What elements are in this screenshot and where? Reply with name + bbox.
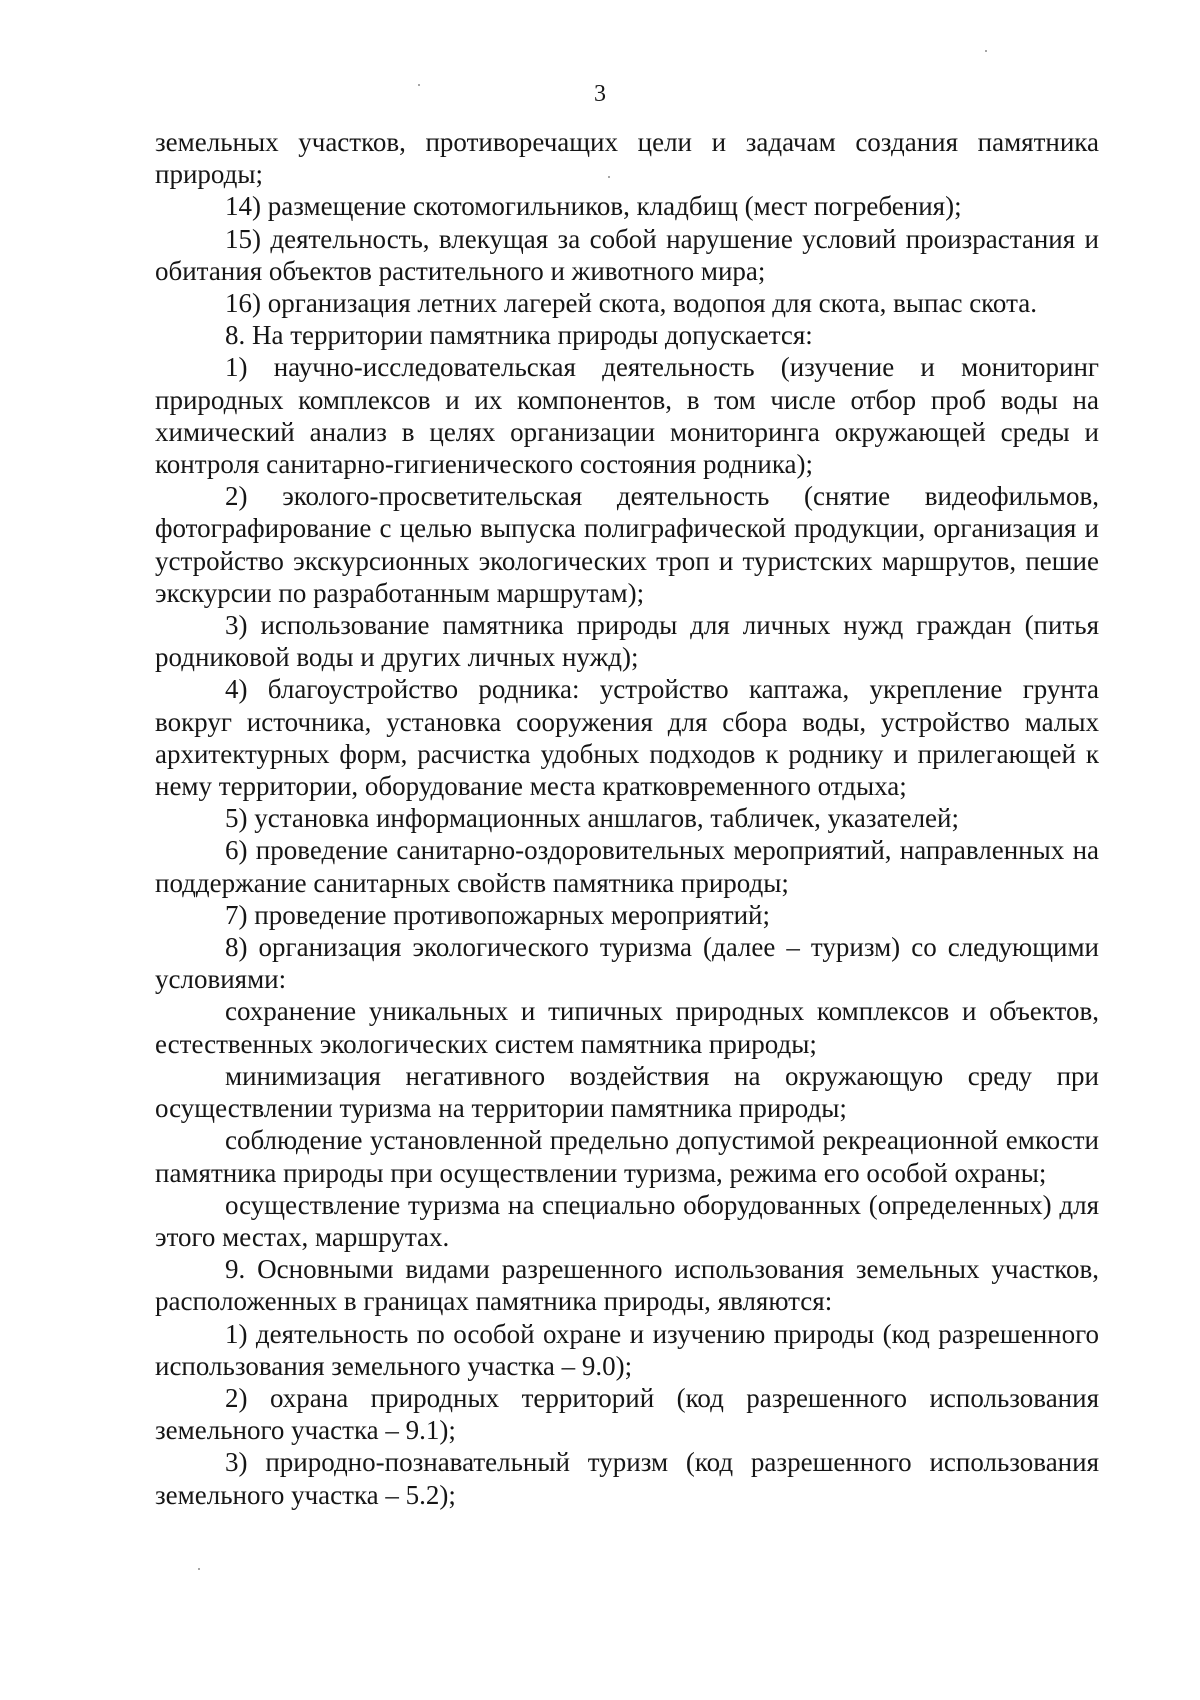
scan-speck — [608, 176, 610, 178]
section-8-item-8: 8) организация экологического туризма (далее – туризм) со следующими условиями: — [155, 932, 1099, 995]
page-number: 3 — [594, 81, 606, 107]
tourism-condition-2: минимизация негативного воздействия на окружающую среду при осуществлении туризма на территории памятника природы; — [155, 1060, 1099, 1124]
tourism-condition-1: сохранение уникальных и типичных природных комплексов и объектов, естественных экологических систем памятника природы; — [155, 996, 1099, 1059]
tourism-condition-3: соблюдение установленной предельно допустимой рекреационной емкости памятника природы при осуществлении туризма, режима его особой охраны; — [155, 1125, 1099, 1188]
section-8-heading: 8. На территории памятника природы допускается: — [225, 320, 813, 351]
section-9-item-2: 2) охрана природных территорий (код разрешенного использования земельного участка – 9.1); — [155, 1382, 1099, 1446]
section-8-item-1: 1) научно-исследовательская деятельность (изучение и мониторинг природных комплексов и их компонентов, в том числе отбор проб воды на химический анализ в целях организации мониторинга окружающей среды и контроля санитарно-гигиенического состояния родника); — [155, 352, 1099, 480]
list-item-15: 15) деятельность, влекущая за собой нарушение условий произрастания и обитания объектов растительного и животного мира; — [155, 223, 1099, 286]
section-8-item-2: 2) эколого-просветительская деятельность (снятие видеофильмов, фотографирование с целью выпуска полиграфической продукции, организация и устройство экскурсионных экологических троп и туристских маршрутов, пешие экскурсии по разработанным маршрутам); — [155, 481, 1099, 608]
tourism-condition-4: осуществление туризма на специально оборудованных (определенных) для этого местах, маршрутах. — [155, 1189, 1099, 1252]
list-item-14: 14) размещение скотомогильников, кладбищ (мест погребения); — [225, 191, 962, 222]
section-9-item-1: 1) деятельность по особой охране и изучению природы (код разрешенного использования земельного участка – 9.0); — [155, 1318, 1099, 1381]
section-8-item-3: 3) использование памятника природы для личных нужд граждан (питья родниковой воды и других личных нужд); — [155, 610, 1099, 673]
section-9-item-3: 3) природно-познавательный туризм (код разрешенного использования земельного участка – 5.2); — [155, 1447, 1099, 1510]
section-8-item-6: 6) проведение санитарно-оздоровительных мероприятий, направленных на поддержание санитарных свойств памятника природы; — [155, 835, 1099, 898]
section-9-heading: 9. Основными видами разрешенного использования земельных участков, расположенных в границах памятника природы, являются: — [155, 1254, 1099, 1317]
paragraph-continuation: земельных участков, противоречащих цели и задачам создания памятника природы; — [155, 127, 1099, 190]
document-body — [155, 126, 1099, 1511]
section-8-item-7: 7) проведение противопожарных мероприятий; — [225, 899, 771, 930]
section-8-item-5: 5) установка информационных аншлагов, табличек, указателей; — [225, 803, 959, 834]
scan-speck — [985, 50, 987, 52]
scan-speck — [198, 1568, 200, 1570]
scan-speck — [418, 84, 420, 86]
section-8-item-4: 4) благоустройство родника: устройство каптажа, укрепление грунта вокруг источника, установка сооружения для сбора воды, устройство малых архитектурных форм, расчистка удобных подходов к роднику и прилегающей к нему территории, оборудование места кратковременного отдыха; — [155, 674, 1099, 802]
list-item-16: 16) организация летних лагерей скота, водопоя для скота, выпас скота. — [225, 288, 1037, 319]
